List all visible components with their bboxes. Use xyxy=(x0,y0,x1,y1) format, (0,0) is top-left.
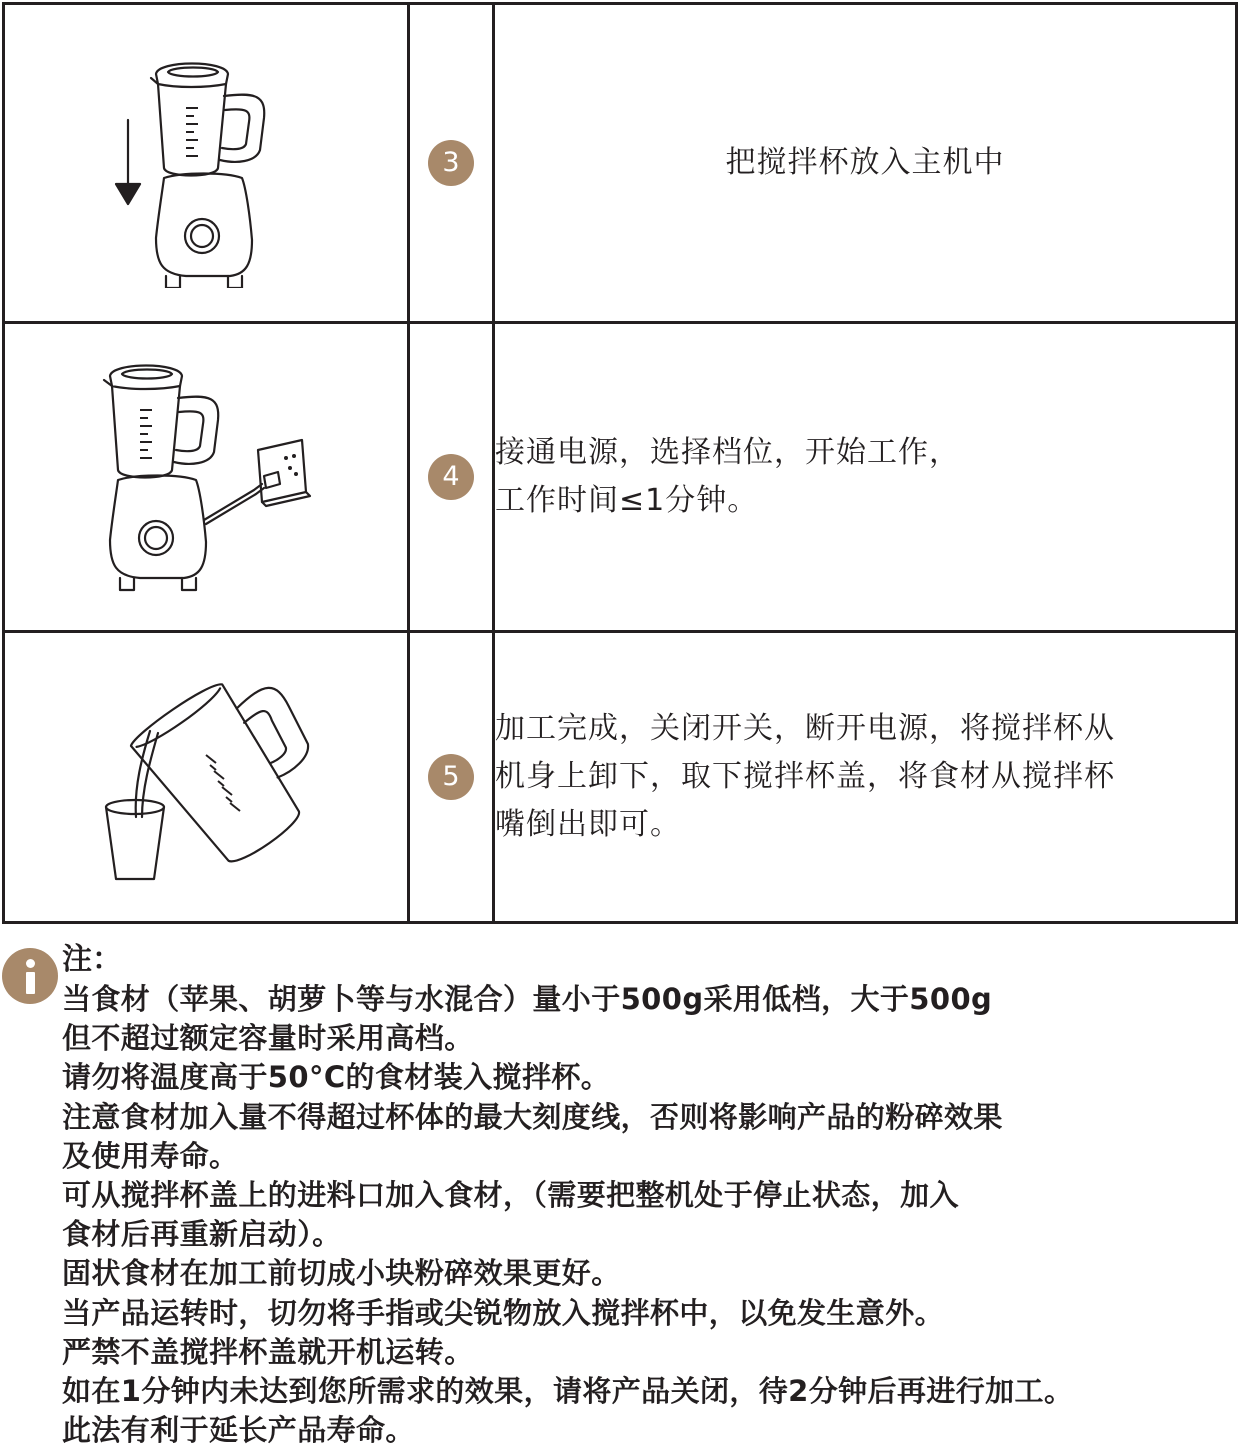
step-4-text-cell xyxy=(494,323,1237,632)
note-line: 此法有利于延长产品寿命。 xyxy=(62,1413,415,1448)
step-5-number-cell xyxy=(409,632,494,923)
note-line: 可从搅拌杯盖上的进料口加入食材，（需要把整机处于停止状态，加入 xyxy=(62,1177,959,1212)
note-line: 严禁不盖搅拌杯盖就开机运转。 xyxy=(62,1334,474,1369)
note-line: 固状食材在加工前切成小块粉碎效果更好。 xyxy=(62,1256,621,1291)
step-number-badge: 3 xyxy=(428,140,474,186)
note-line: 食材后再重新启动）。 xyxy=(62,1217,342,1252)
blender-plug-illustration xyxy=(86,352,326,602)
note-line: 注意食材加入量不得超过杯体的最大刻度线，否则将影响产品的粉碎效果 xyxy=(62,1099,1003,1134)
notes-lines xyxy=(62,980,1237,1450)
step-4-text-line-1: 接通电源，选择档位，开始工作， xyxy=(495,435,960,470)
step-5-text-line-3: 嘴倒出即可。 xyxy=(495,807,681,842)
step-3-image-cell xyxy=(4,4,409,323)
step-3-text-cell xyxy=(494,4,1237,323)
step-4-text-line-2: 工作时间≤1分钟。 xyxy=(495,483,759,518)
step-3-number-cell xyxy=(409,4,494,323)
step-row-4 xyxy=(4,323,1237,632)
step-row-5 xyxy=(4,632,1237,923)
steps-table xyxy=(2,2,1238,924)
note-line: 当产品运转时，切勿将手指或尖锐物放入搅拌杯中，以免发生意外。 xyxy=(62,1295,945,1330)
info-icon xyxy=(2,948,58,1004)
step-3-text-line-1: 把搅拌杯放入主机中 xyxy=(725,145,1005,180)
step-5-text-cell xyxy=(494,632,1237,923)
notes-title: 注： xyxy=(62,942,122,977)
step-number-badge: 4 xyxy=(428,454,474,500)
blender-insert-illustration xyxy=(106,38,306,288)
step-5-image-cell xyxy=(4,632,409,923)
note-line: 如在1分钟内未达到您所需求的效果，请将产品关闭，待2分钟后再进行加工。 xyxy=(62,1373,1074,1408)
step-5-text-line-2: 机身上卸下，取下搅拌杯盖，将食材从搅拌杯 xyxy=(495,759,1115,794)
blender-pour-illustration xyxy=(76,667,336,887)
step-number-badge: 5 xyxy=(428,754,474,800)
note-line: 请勿将温度高于50°C的食材装入搅拌杯。 xyxy=(62,1060,611,1095)
note-line: 及使用寿命。 xyxy=(62,1138,239,1173)
step-4-image-cell xyxy=(4,323,409,632)
note-line: 当食材（苹果、胡萝卜等与水混合）量小于500g采用低档，大于500g xyxy=(62,982,993,1016)
step-row-3 xyxy=(4,4,1237,323)
step-4-number-cell xyxy=(409,323,494,632)
step-5-text-line-1: 加工完成，关闭开关，断开电源，将搅拌杯从 xyxy=(495,711,1115,746)
note-line: 但不超过额定容量时采用高档。 xyxy=(62,1021,474,1056)
